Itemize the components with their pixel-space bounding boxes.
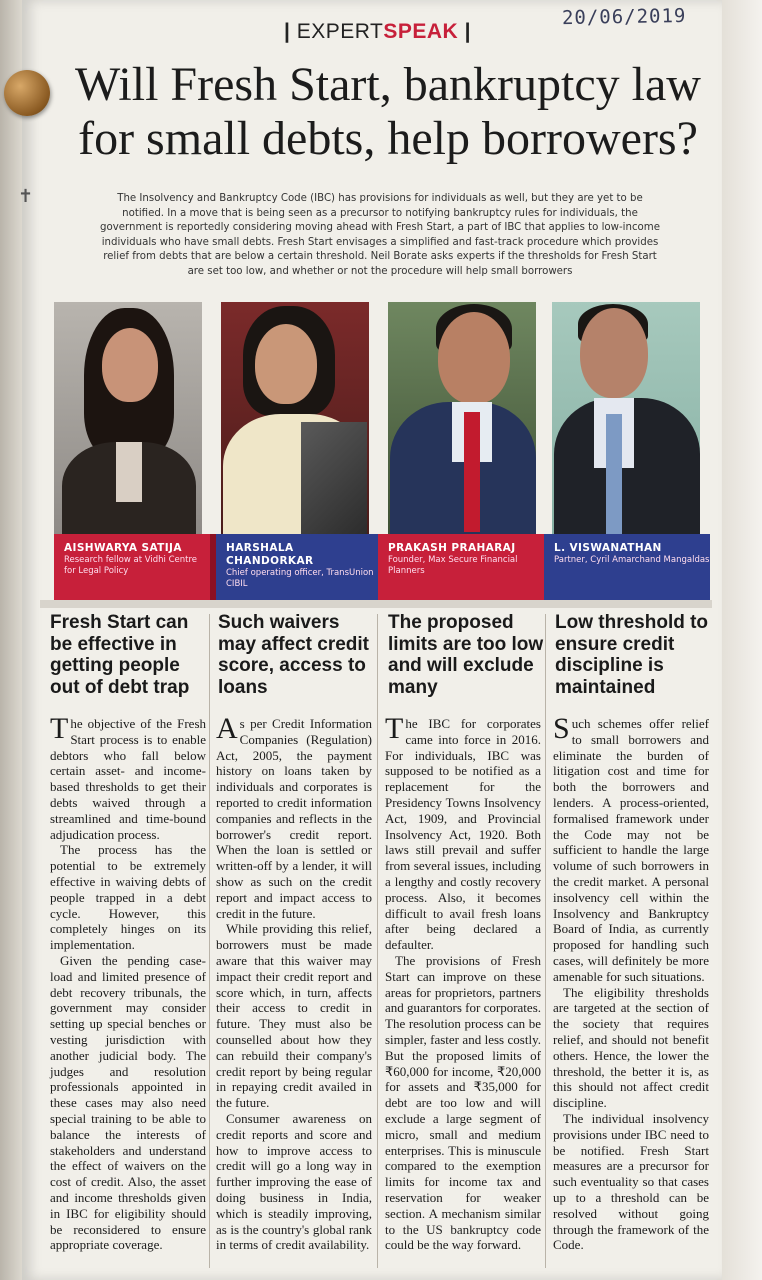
paragraph: Given the pending case-load and limited presence of debt recovery tribunals, the government may consider setting up special benches or vesting jurisdiction with another judicial body. The judges and resolution professionals appointed in these cases may also need special training to be able to balance the interests of stakeholders and understand the effect of waivers on the cost of credit. Also, the asset and income thresholds given in IBC for eligibility should be reconsidered to ensure appropriate coverage. — [50, 952, 206, 1253]
scan-right-edge — [722, 0, 762, 1280]
headline: Will Fresh Start, bankruptcy law for small debts, help borrowers? — [75, 58, 701, 165]
photo-prakash-praharaj — [388, 302, 536, 534]
column-rule — [209, 614, 210, 1268]
paragraph: While providing this relief, borrowers must be made aware that this waiver may impact their credit report and score which, in turn, affects their access to credit in future. They must also be counselled about how they can rebuild their company's credit report by being regular in repaying credit availed in the future. — [216, 921, 372, 1111]
article-column-l-viswanathan — [553, 712, 709, 1253]
name-tag-prakash-praharaj: PRAKASH PRAHARAJ Founder, Max Secure Financial Planners — [378, 534, 544, 600]
paragraph: The individual insolvency provisions under IBC need to be notified. Fresh Start measures are a precursor for such eventuality so that cases up to a threshold can be resolved without going through the framework of the Code. — [553, 1110, 709, 1253]
paragraph: The IBC for corporates came into force in 2016. For individuals, IBC was supposed to be notified as a replacement for the Presidency Towns Insolvency Act, 1909, and Provincial Insolvency Act, 1920. Both laws still prevail and suffer from several issues, including a lengthy and costly recovery process. Also, it becomes difficult to avail fresh loans after being declared a defaulter. — [385, 712, 541, 953]
paragraph: The eligibility thresholds are targeted at the section of the society that requires relief, and should not benefit others. Hence, the lower the threshold, the better it is, as this should not affect credit discipline. — [553, 984, 709, 1111]
paragraph: The objective of the Fresh Start process is to enable debtors who fall below certain asset- and income-based thresholds to get their debts waived through a streamlined and time-bound adjudication process. — [50, 712, 206, 842]
pull-quote-prakash-praharaj: The proposed limits are too low and will exclude many — [388, 612, 544, 698]
column-rule — [545, 614, 546, 1268]
article-column-aishwarya-satija — [50, 712, 206, 1253]
name-tag-l-viswanathan: L. VISWANATHAN Partner, Cyril Amarchand Mangaldas — [544, 534, 710, 600]
pushpin-icon — [4, 70, 50, 116]
photo-l-viswanathan — [552, 302, 700, 534]
registration-mark-icon: ✝ — [18, 186, 34, 207]
intro-paragraph: The Insolvency and Bankruptcy Code (IBC) has provisions for individuals as well, but they are yet to be notified. In a move that is being seen as a precursor to notifying bankruptcy rules for individuals, the government is reportedly considering moving ahead with Fresh Start, a part of IBC that applies to low-income individuals who have small debts. Fresh Start envisages a simplified and fast-track procedure which provides relief from debts that are below a certain threshold. Neil Borate asks experts if the thresholds for Fresh Start are set too low, and whether or not the procedure will help small borrowers — [100, 193, 660, 277]
kicker-speak: SPEAK — [383, 20, 459, 43]
pull-quote-aishwarya-satija: Fresh Start can be effective in getting people out of debt trap — [50, 612, 190, 698]
pull-quote-harshala-chandorkar: Such waivers may affect credit score, access to loans — [218, 612, 370, 698]
article-column-harshala-chandorkar — [216, 712, 372, 1253]
paragraph: Such schemes offer relief to small borrowers and eliminate the burden of litigation cost and time for both the borrowers and lenders. A process-oriented, formalised framework under the Code may not be sufficient to handle the large volume of such borrowers in the credit market. A personal insolvency cell within the Insolvency and Bankruptcy Board of India, as currently proposed for handling such cases, will definitely be more amenable for such situations. — [553, 712, 709, 984]
paragraph: As per Credit Information Companies (Regulation) Act, 2005, the payment history on loans taken by individuals and corporates is reported to credit information companies and reflects in the borrower's credit report. When the loan is settled or written-off by a lender, it will show as such on the credit report and impact access to credit in the future. — [216, 712, 372, 921]
section-kicker: | EXPERTSPEAK | — [284, 20, 471, 43]
paragraph: The process has the potential to be extremely effective in waiving debts of people trapped in a debt cycle. However, this completely hinges on its implementation. — [50, 842, 206, 953]
photo-aishwarya-satija — [54, 302, 202, 534]
tag-shadow — [40, 600, 712, 608]
name-tag-harshala-chandorkar: HARSHALA CHANDORKAR Chief operating officer, TransUnion CIBIL — [216, 534, 378, 600]
name-tag-aishwarya-satija: AISHWARYA SATIJA Research fellow at Vidhi Centre for Legal Policy — [54, 534, 210, 600]
column-rule — [377, 614, 378, 1268]
pull-quote-l-viswanathan: Low threshold to ensure credit discipline is maintained — [555, 612, 709, 698]
paragraph: The provisions of Fresh Start can improve on these areas for proprietors, partners and guarantors for corporates. The resolution process can be simpler, faster and less costly. But the proposed limits of ₹60,000 for income, ₹20,000 for assets and ₹35,000 for debt are too low and will exclude a large segment of micro, small and medium enterprises. This is minuscule compared to the exemption limits for income tax and reservation for weaker section. A mechanism similar to the US bankruptcy code could be the way forward. — [385, 952, 541, 1253]
photo-harshala-chandorkar — [221, 302, 369, 534]
kicker-expert: EXPERT — [296, 20, 384, 43]
article-column-prakash-praharaj — [385, 712, 541, 1253]
handwritten-date: 20/06/2019 — [561, 4, 687, 30]
paragraph: Consumer awareness on credit reports and score and how to improve access to credit will go a long way in further improving the ease of doing business in India, which is steadily improving, as is the country's global rank in terms of credit availability. — [216, 1110, 372, 1253]
